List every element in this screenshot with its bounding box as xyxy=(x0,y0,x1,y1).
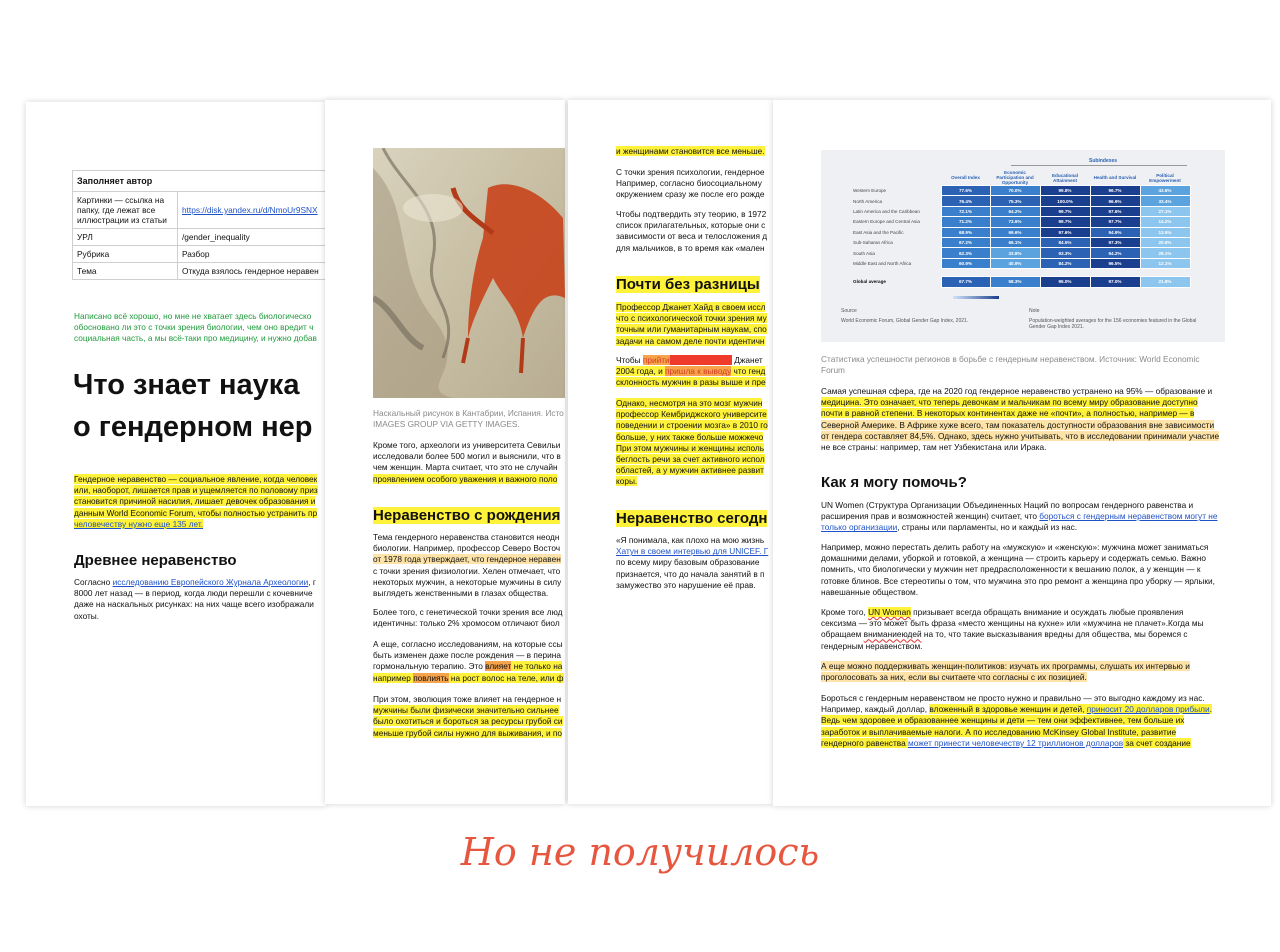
text-line: сексизма — это может быть фраза «место женщины на кухне» или «мужчина не плачет».Когда мы xyxy=(821,618,1204,629)
table-cell: 28.1% xyxy=(1140,248,1190,258)
note-line: обосновано ли это с точки зрения биологии, чем оно вредит ч xyxy=(74,322,314,333)
table-cell: 96.9% xyxy=(1090,196,1140,206)
document-page-1 xyxy=(26,102,326,806)
text-line: мужчины были физически значительно сильнее xyxy=(373,705,559,716)
note-block xyxy=(1029,308,1196,330)
paragraph: Чтобы прийтиxxxxxxxxxxxxxxx Джанет 2004 года, и пришла к выводу что генд склонность мужчин в разы выше и пре xyxy=(616,355,766,388)
document-page-2 xyxy=(325,100,565,804)
text-line: и женщинами становится все меньше. xyxy=(616,146,765,156)
table-cell: 33.8% xyxy=(990,248,1040,258)
column-header: Economic Participation and Opportunity xyxy=(996,170,1034,185)
note-text: Gender Gap Index 2021. xyxy=(1029,324,1085,330)
text-fragment: гендерного равенства xyxy=(821,737,908,748)
paragraph xyxy=(616,146,765,157)
text-fragment: например xyxy=(373,672,414,683)
text-line: Бороться с гендерным неравенством не просто нужно и правильно — это выгодно каждому из нас. xyxy=(821,693,1205,703)
text-line: Например, согласно биосоциальному xyxy=(616,178,762,189)
color-scale-bar xyxy=(953,296,999,299)
table-cell: 27.1% xyxy=(1140,206,1190,216)
text-line: готовке блинов. Все стереотипы о том, что мужчина это про ремонт а женщина про уборку — ярлыки, xyxy=(821,575,1215,586)
text-line: беглость речи за счет активного испол xyxy=(616,454,765,465)
paragraph xyxy=(373,607,562,629)
table-row xyxy=(73,246,327,263)
section-paragraph: Согласно исследованию Европейского Журнала Археологии, г 8000 лет назад — в период, когда люди перешли с кочевниче даже на наскальных рисунках: на них чаще всего изображали охоты. xyxy=(74,577,316,621)
table-row xyxy=(73,229,327,246)
paragraph xyxy=(373,639,564,684)
table-cell: 77.6% xyxy=(941,186,990,196)
text-fragment: прийти xyxy=(642,355,670,365)
table-cell: 76.4% xyxy=(941,196,990,206)
table-row xyxy=(851,206,1190,216)
paragraph xyxy=(821,661,1190,683)
table-cell: 99.7% xyxy=(1040,206,1090,216)
table-cell: 14.2% xyxy=(1140,217,1190,227)
table-cell: 84.2% xyxy=(1040,258,1090,268)
text-fragment: на то, что такие высказывания вредны для общества, мы боремся с xyxy=(921,629,1188,640)
caption-line: Статистика успешности регионов в борьбе с гендерным неравенством. Источник: World Economic xyxy=(821,354,1200,364)
text-fragment: повлиять xyxy=(413,672,449,683)
table-cell: 96.7% xyxy=(1090,186,1140,196)
table-cell: 97.6% xyxy=(1040,227,1090,237)
text-fragment: Чтобы xyxy=(616,355,643,365)
region-label: North America xyxy=(853,198,883,204)
text-line: С точки зрения психологии, гендерное xyxy=(616,167,765,177)
title-line: о гендерном нер xyxy=(73,411,313,443)
text-fragment: , страны или парламенты, но и каждый из нас. xyxy=(897,522,1078,533)
note-label: Note xyxy=(1029,308,1040,314)
text-fragment: Джанет xyxy=(731,355,763,365)
text-line: профессор Кембриджского университе xyxy=(616,409,767,420)
gender-gap-table-image xyxy=(821,150,1225,342)
text-line: идентичны: только 2% хромосом отличают биол xyxy=(373,618,560,629)
text-line: больше, у них также больше можжечо xyxy=(616,431,764,442)
text-line: данным World Economic Forum, чтобы полностью устранить пр xyxy=(74,507,318,518)
table-cell: 68.9% xyxy=(941,227,990,237)
text-line: некоторых мужчин, а некоторые мужчины в силу xyxy=(373,576,562,587)
paragraph xyxy=(373,532,561,599)
paragraph xyxy=(821,607,1204,652)
paragraph xyxy=(616,302,767,347)
table-cell-label: УРЛ xyxy=(73,229,178,246)
text-line: Кроме того, археологи из университета Севильи xyxy=(373,440,561,450)
table-cell-label: Тема xyxy=(73,263,178,280)
table-header-cell: Заполняет автор xyxy=(73,171,327,192)
region-label: South Asia xyxy=(853,250,875,256)
source-text: World Economic Forum, Global Gender Gap Index, 2021. xyxy=(841,318,969,324)
region-label: Global average xyxy=(853,279,886,285)
table-cell: 20.8% xyxy=(1140,237,1190,247)
text-fragment: вниманиеюдей xyxy=(863,629,922,640)
paragraph xyxy=(616,535,768,591)
table-cell: 96.5% xyxy=(1090,258,1140,268)
text-line: охоты. xyxy=(74,610,100,621)
region-label: East Asia and the Pacific xyxy=(853,229,904,235)
text-link[interactable]: человечеству нужно еще 135 лет. xyxy=(74,518,204,529)
table-cell-label: Картинки — ссылка на папку, где лежат все иллюстрации из статьи xyxy=(73,192,178,229)
text-line: почти в равной степени. В некоторых континентах даже не «почти», а полностью, например — в xyxy=(821,408,1195,419)
text-line: биологии. Например, профессор Северо Восточ xyxy=(373,543,561,554)
slide-caption: Но не получилось xyxy=(460,830,820,874)
table-cell: 99.8% xyxy=(1040,186,1090,196)
text-line: от 1978 года утверждает, что гендерное неравен xyxy=(373,554,561,565)
un-women-link[interactable]: только организации xyxy=(821,522,898,533)
image-caption xyxy=(821,354,1199,376)
text-line: исследовали более 500 могил и выяснили, что в xyxy=(373,451,561,462)
text-line: гендерным неравенством. xyxy=(821,640,923,651)
table-row xyxy=(73,192,327,229)
text-line: склонность мужчин в разы выше и пре xyxy=(616,377,766,388)
text-line: зависимости от веса и телосложения д xyxy=(616,231,768,242)
text-line: А еще можно поддерживать женщин-политиков: изучать их программы, слушать их интервью и xyxy=(821,661,1190,671)
text-line: не все страны: например, там нет Узбекистана или Ирака. xyxy=(821,442,1047,453)
text-line: Самая успешная сфера, где на 2020 год гендерное неравенство устранено на 95% — образование и xyxy=(821,386,1213,396)
text-line: «Я понимала, как плохо на мою жизнь xyxy=(616,535,765,545)
paragraph xyxy=(821,693,1212,749)
table-cell: 64.2% xyxy=(990,206,1040,216)
caption-line: IMAGES GROUP VIA GETTY IMAGES. xyxy=(373,419,520,430)
table-cell: 21.8% xyxy=(1140,277,1190,287)
table-cell-label: Рубрика xyxy=(73,246,178,263)
table-cell-value: Разбор xyxy=(178,246,327,263)
text-line: даже на наскальных рисунках: на них чаще всего изображали xyxy=(74,599,314,610)
region-label: Sub-Saharan Africa xyxy=(853,240,893,246)
text-line: проголосовать за них, если вы считаете что согласны с их позицией. xyxy=(821,672,1087,683)
table-cell: 69.6% xyxy=(990,227,1040,237)
table-cell: 13.5% xyxy=(1140,227,1190,237)
table-cell: 75.3% xyxy=(990,196,1040,206)
section-heading: Неравенство сегодн xyxy=(616,510,768,527)
section-heading: Почти без разницы xyxy=(616,276,760,293)
gender-gap-table xyxy=(851,170,1191,288)
text-line: Северной Америке. В Африке хуже всего, там показатель доступности образования вне зависимости xyxy=(821,419,1215,430)
text-fragment: Кроме того, xyxy=(821,607,869,617)
text-fragment: вложенный в здоровье женщин и детей, xyxy=(929,704,1087,715)
text-line: Более того, с генетической точки зрения все люд xyxy=(373,607,563,617)
region-label: Western Europe xyxy=(853,188,887,194)
note-line: Написано всё хорошо, но мне не хватает здесь биологическо xyxy=(74,311,312,321)
text-line: При этом мужчины и женщины исполь xyxy=(616,442,765,453)
paragraph xyxy=(821,386,1219,453)
table-row xyxy=(851,186,1190,196)
section-heading: Как я могу помочь? xyxy=(821,474,967,491)
text-fragment: на рост волос на теле, или ф xyxy=(448,672,564,683)
text-line: проявлением особого уважения и важного поло xyxy=(373,473,558,484)
source-block xyxy=(841,308,968,324)
section-heading: Неравенство с рождения xyxy=(373,507,561,524)
table-cell: 84.5% xyxy=(1040,237,1090,247)
table-cell: 60.9% xyxy=(941,258,990,268)
text-fragment: что генд xyxy=(731,366,766,377)
cave-painting-image xyxy=(373,148,565,398)
text-fragment: призывает всегда обращать внимание и осуждать любые проявления xyxy=(910,607,1184,617)
table-row xyxy=(851,248,1190,258)
table-row xyxy=(851,237,1190,247)
table-cell-value: /gender_inequality xyxy=(178,229,327,246)
text-fragment: обращаем xyxy=(821,629,864,640)
table-cell: 100.0% xyxy=(1040,196,1090,206)
images-folder-link[interactable]: https://disk.yandex.ru/d/NmoUr9SNX xyxy=(182,205,318,215)
paragraph xyxy=(616,167,765,201)
table-cell: 12.1% xyxy=(1140,258,1190,268)
profit-link[interactable]: приносит 20 долларов прибыли xyxy=(1086,704,1210,715)
table-cell: 72.1% xyxy=(941,206,990,216)
table-row xyxy=(851,217,1190,227)
column-header: Health and Survival xyxy=(1093,175,1137,180)
text-line: с точки зрения физиологии. Хелен отмечает, что xyxy=(373,565,561,576)
note-text: Population-weighted averages for the 156 economies featured in the Global xyxy=(1029,318,1197,324)
text-line: Например, можно перестать делить работу на «мужскую» и «женскую»: мужчина может заниматься xyxy=(821,542,1209,552)
text-line: А еще, согласно исследованиям, на которые ссы xyxy=(373,639,563,649)
text-line: коры. xyxy=(616,476,638,487)
paragraph xyxy=(616,209,767,254)
text-fragment: UN Woman xyxy=(868,607,911,617)
table-cell: 97.0% xyxy=(1090,277,1140,287)
text-line: список прилагательных, которые они с xyxy=(616,220,766,231)
region-label: Middle East and North Africa xyxy=(853,260,912,266)
text-fragment: гормональную терапию. Это xyxy=(373,661,486,672)
table-cell: 97.7% xyxy=(1090,217,1140,227)
table-cell: 97.3% xyxy=(1090,237,1140,247)
article-title xyxy=(73,364,312,448)
table-cell: 70.0% xyxy=(990,186,1040,196)
table-cell: 93.3% xyxy=(1040,248,1090,258)
text-line: домашними делами, уборкой и готовкой, а женщина — строить карьеру и содержать семью. Важно xyxy=(821,553,1206,564)
text-line: становится причиной насилия, лишает девочек образования и xyxy=(74,496,316,507)
text-fragment: пришла к выводу xyxy=(665,366,732,377)
text-line: Тема гендерного неравенства становится неодн xyxy=(373,532,560,542)
region-label: Eastern Europe and Central Asia xyxy=(853,219,920,225)
paragraph xyxy=(821,500,1218,534)
text-line: признается, что до начала занятий в п xyxy=(616,568,765,579)
text-line: Чтобы подтвердить эту теорию, в 1972 xyxy=(616,209,767,219)
note-line: социальная часть, а мы всё-таки про медицину, и нужно добав xyxy=(74,333,317,344)
table-cell: 99.7% xyxy=(1040,217,1090,227)
document-page-3 xyxy=(568,100,773,804)
subindexes-label: Subindexes xyxy=(1089,158,1118,164)
paragraph xyxy=(373,440,561,485)
text-line: Хатун в своем интервью для UNICEF. Г xyxy=(616,546,769,557)
table-cell: 95.0% xyxy=(1040,277,1090,287)
text-line: или, наоборот, лишается прав и ущемляется по половому приз xyxy=(74,485,318,496)
text-line: заработок и выплачиваемые налоги. А по исследованию McKinsey Global Institute, развитие xyxy=(821,726,1177,737)
text-fragment: за счет создание xyxy=(1123,737,1191,748)
column-header: Educational Attainment xyxy=(1051,172,1079,183)
text-fragment: не только на xyxy=(511,661,563,672)
table-cell: 94.9% xyxy=(1090,227,1140,237)
table-cell: 94.2% xyxy=(1090,248,1140,258)
text-line: Однако, несмотря на это мозг мужчин xyxy=(616,398,763,408)
paragraph xyxy=(373,694,563,739)
column-header: Political Empowerment xyxy=(1149,172,1181,183)
text-line: меньше грубой силы нужно для выживания, и по xyxy=(373,727,562,738)
text-fragment: расширения прав и возможностей женщин) считает, что xyxy=(821,511,1040,522)
text-line: областей, а у мужчин активнее развит xyxy=(616,465,764,476)
text-line: Гендерное неравенство — социальное явление, когда человек xyxy=(74,474,318,484)
text-line: для мальчиков, в то время как «мален xyxy=(616,242,765,253)
text-line: точным или гуманитарным наукам, спо xyxy=(616,324,767,335)
text-line: замужество это нарушение её прав. xyxy=(616,579,756,590)
text-line: окружением сразу же после его рожде xyxy=(616,189,765,200)
paragraph xyxy=(821,542,1215,598)
table-row xyxy=(851,258,1190,268)
caption-line: Наскальный рисунок в Кантабрии, Испания. Исто xyxy=(373,408,564,418)
text-line: поведении и строении мозга» в 2010 го xyxy=(616,420,768,431)
table-row-global xyxy=(851,277,1190,287)
table-cell: 67.2% xyxy=(941,237,990,247)
study-link[interactable]: исследованию Европейского Журнала Археологии xyxy=(112,577,309,587)
text-line: 8000 лет назад — в период, когда люди перешли с кочевниче xyxy=(74,588,313,599)
table-cell: 71.2% xyxy=(941,217,990,227)
text-line: что с психологической точки зрения му xyxy=(616,313,767,324)
text-fragment: влияет xyxy=(485,661,512,672)
text-fragment: . xyxy=(1209,704,1212,715)
text-line: медицина. Это означает, что теперь девочкам и мальчикам по всему миру образование доступно xyxy=(821,397,1198,408)
text-line: было охотиться и бороться за ресурсы грубой си xyxy=(373,716,563,727)
text-line: задачи на самом деле почти идентичн xyxy=(616,335,765,346)
un-women-link[interactable]: бороться с гендерным неравенством могут не xyxy=(1039,511,1218,522)
document-page-4 xyxy=(773,100,1271,806)
text-line: от гендера составляет 84,5%. Однако, здесь нужно учитывать, что в исследовании принимали участие xyxy=(821,430,1220,441)
caption-line: Forum xyxy=(821,365,845,376)
table-cell: 43.8% xyxy=(1140,186,1190,196)
table-row xyxy=(73,171,327,192)
text-fragment: 2004 года, и xyxy=(616,366,666,377)
source-label: Source xyxy=(841,308,857,314)
title-line: Что знает наука xyxy=(73,369,300,401)
column-header: Overall Index xyxy=(951,175,980,180)
table-row xyxy=(851,227,1190,237)
section-heading: Древнее неравенство xyxy=(74,552,237,569)
table-cell: 58.3% xyxy=(990,277,1040,287)
table-cell-value: Откуда взялось гендерное неравен xyxy=(178,263,327,280)
text-line: При этом, эволюция тоже влияет на гендерное н xyxy=(373,694,562,704)
text-line: Ведь чем здоровее и образованнее женщины и дети — тем они эффективнее, тем больше их xyxy=(821,715,1185,726)
text-line: помнить, что биологически у мужчин нет предрасположенности к вешанию полок, а у женщин — к xyxy=(821,564,1201,575)
text-line: чем женщин. Марта считает, что это не случайн xyxy=(373,462,558,473)
region-label: Latin America and the Caribbean xyxy=(853,208,920,214)
text-fragment: Согласно xyxy=(74,577,113,587)
table-cell: 62.3% xyxy=(941,248,990,258)
mckinsey-link[interactable]: может принести человечеству 12 триллионов долларов xyxy=(908,737,1124,748)
table-cell: 73.6% xyxy=(990,217,1040,227)
editor-note xyxy=(74,311,324,345)
image-caption xyxy=(373,408,564,430)
table-row xyxy=(851,196,1190,206)
text-line: Профессор Джанет Хайд в своем иссл xyxy=(616,302,766,312)
text-line: навешанные обществом. xyxy=(821,586,919,597)
text-line: быть изменен даже после рождения — в перина xyxy=(373,650,561,661)
text-fragment: Например, каждый доллар, xyxy=(821,704,930,715)
paragraph xyxy=(616,398,768,488)
table-cell: 67.7% xyxy=(941,277,990,287)
table-cell: 66.1% xyxy=(990,237,1040,247)
table-cell: 40.9% xyxy=(990,258,1040,268)
table-row xyxy=(73,263,327,280)
text-line: UN Women (Структура Организации Объединенных Наций по вопросам гендерного равенства и xyxy=(821,500,1194,510)
table-header-row xyxy=(851,170,1190,186)
table-cell: 97.6% xyxy=(1090,206,1140,216)
table-cell: 33.4% xyxy=(1140,196,1190,206)
intro-paragraph xyxy=(74,474,318,530)
text-line: по всему миру базовым образование xyxy=(616,557,760,568)
text-line: выглядеть женственными в глазах общества. xyxy=(373,588,549,599)
author-meta-table xyxy=(72,170,326,280)
